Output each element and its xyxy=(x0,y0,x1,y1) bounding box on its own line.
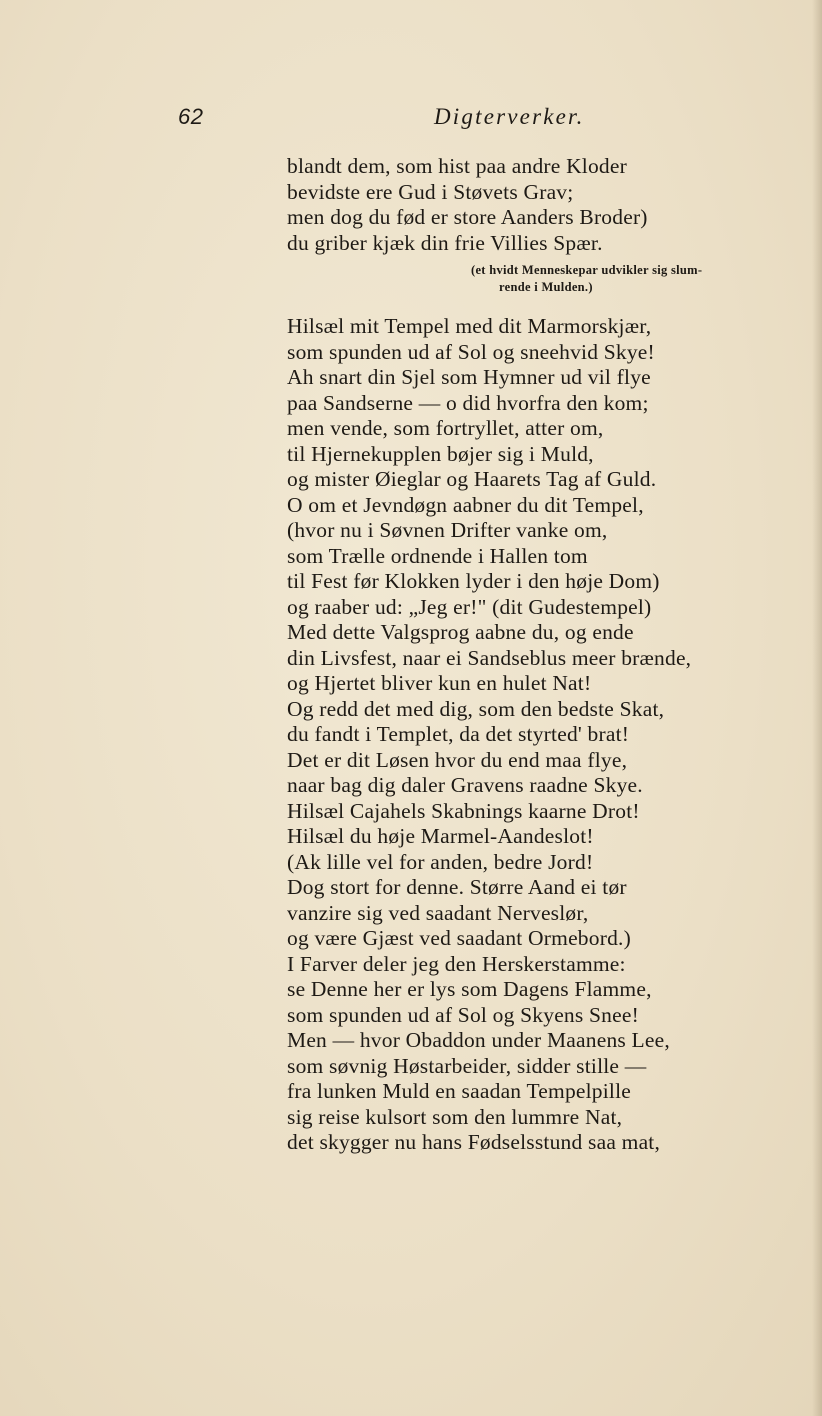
poem-line: Hilsæl Cajahels Skabnings kaarne Drot! xyxy=(287,798,640,823)
poem-line: se Denne her er lys som Dagens Flamme, xyxy=(287,977,652,1001)
stanza-2 xyxy=(287,314,757,1156)
poem-line: det skygger nu hans Fødselsstund saa mat, xyxy=(287,1130,661,1154)
stage-direction xyxy=(471,262,751,296)
poem-line: som Trælle ordnende i Hallen tom xyxy=(287,543,588,568)
poem-line: som spunden ud af Sol og sneehvid Skye! xyxy=(287,339,655,364)
stage-direction-line-2: rende i Mulden.) xyxy=(499,280,593,294)
page-number: 62 xyxy=(178,104,204,129)
page-header xyxy=(0,104,822,136)
poem-line: du griber kjæk din frie Villies Spær. xyxy=(287,230,603,255)
poem-line: men vende, som fortryllet, atter om, xyxy=(287,416,604,440)
poem-line: naar bag dig daler Gravens raadne Skye. xyxy=(287,773,643,797)
poem-line: vanzire sig ved saadant Nerveslør, xyxy=(287,900,589,925)
poem-line: Men — hvor Obaddon under Maanens Lee, xyxy=(287,1028,670,1052)
poem-line: men dog du fød er store Aanders Broder) xyxy=(287,205,648,229)
poem-line: Hilsæl du høje Marmel-Aandeslot! xyxy=(287,824,594,848)
poem-line: Ah snart din Sjel som Hymner ud vil flye xyxy=(287,365,651,389)
poem-line: din Livsfest, naar ei Sandseblus meer brænde, xyxy=(287,645,692,670)
poem-line: og Hjertet bliver kun en hulet Nat! xyxy=(287,671,592,695)
poem-line: til Fest før Klokken lyder i den høje Dom) xyxy=(287,569,660,593)
poem-line: til Hjernekupplen bøjer sig i Muld, xyxy=(287,441,594,466)
poem-line: du fandt i Templet, da det styrted' brat! xyxy=(287,722,630,746)
stage-direction-line-1: (et hvidt Menneskepar udvikler sig slum- xyxy=(471,263,703,277)
poem-line: Med dette Valgsprog aabne du, og ende xyxy=(287,620,634,644)
page-edge-shadow xyxy=(812,0,822,1416)
poem-line: O om et Jevndøgn aabner du dit Tempel, xyxy=(287,492,644,517)
poem-line: (Ak lille vel for anden, bedre Jord! xyxy=(287,849,594,874)
poem-line: blandt dem, som hist paa andre Kloder xyxy=(287,154,627,178)
poem-line: sig reise kulsort som den lummre Nat, xyxy=(287,1104,623,1129)
poem-line: Og redd det med dig, som den bedste Skat, xyxy=(287,696,665,721)
poem-line: som spunden ud af Sol og Skyens Snee! xyxy=(287,1002,639,1027)
poem-line: I Farver deler jeg den Herskerstamme: xyxy=(287,951,626,976)
poem-line: som søvnig Høstarbeider, sidder stille — xyxy=(287,1053,647,1078)
poem-line: bevidste ere Gud i Støvets Grav; xyxy=(287,179,574,204)
poem-line: (hvor nu i Søvnen Drifter vanke om, xyxy=(287,518,608,542)
poem-text xyxy=(287,154,757,1156)
poem-line: og være Gjæst ved saadant Ormebord.) xyxy=(287,926,631,950)
running-title: Digterverker. xyxy=(434,104,585,129)
poem-line: fra lunken Muld en saadan Tempelpille xyxy=(287,1079,632,1103)
poem-line: og raaber ud: „Jeg er!" (dit Gudestempel) xyxy=(287,594,652,619)
poem-line: og mister Øieglar og Haarets Tag af Guld. xyxy=(287,467,657,491)
stanza-1 xyxy=(287,154,757,256)
poem-line: Hilsæl mit Tempel med dit Marmorskjær, xyxy=(287,314,652,338)
poem-line: Det er dit Løsen hvor du end maa flye, xyxy=(287,747,628,772)
poem-line: paa Sandserne — o did hvorfra den kom; xyxy=(287,390,649,415)
poem-line: Dog stort for denne. Større Aand ei tør xyxy=(287,875,627,899)
